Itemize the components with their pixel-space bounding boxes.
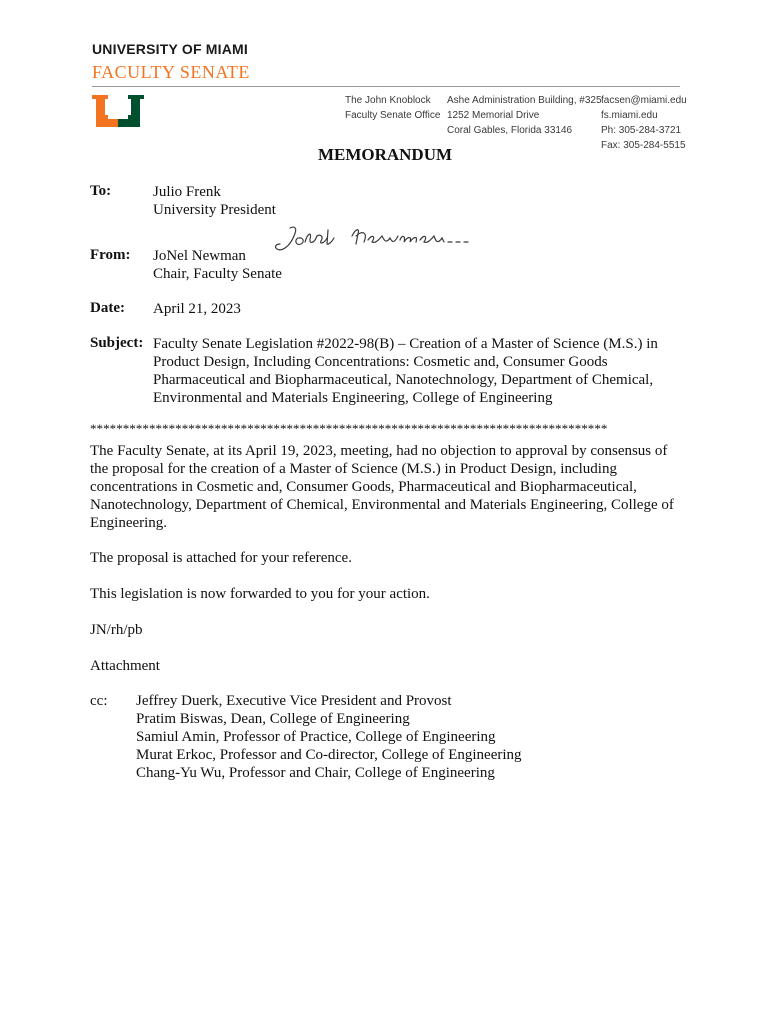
asterisk-separator: ******************************************************************************* — [90, 421, 608, 436]
cc-recipient: Murat Erkoc, Professor and Co-director, College of Engineering — [136, 747, 522, 763]
address-column-contact — [601, 93, 687, 153]
memo-title: MEMORANDUM — [317, 145, 453, 164]
body-line: concentrations in Cosmetic and, Consumer Goods, Pharmaceutical and Biopharmaceutical, — [90, 479, 637, 495]
forward-note: This legislation is now forwarded to you for your action. — [90, 586, 430, 602]
address-line: 1252 Memorial Drive — [447, 110, 540, 121]
from-label: From: — [90, 247, 131, 263]
email-link[interactable]: facsen@miami.edu — [601, 95, 687, 106]
cc-recipient: Chang-Yu Wu, Professor and Chair, College of Engineering — [136, 765, 495, 781]
website-link[interactable]: fs.miami.edu — [601, 110, 658, 121]
to-label: To: — [90, 183, 112, 199]
body-line: the proposal for the creation of a Master of Science (M.S.) in Product Design, including — [90, 461, 617, 477]
attachment-note: Attachment — [90, 658, 160, 674]
cc-recipient: Samiul Amin, Professor of Practice, College of Engineering — [136, 729, 496, 745]
university-name: UNIVERSITY OF MIAMI — [92, 41, 248, 57]
subject-block — [153, 335, 683, 407]
cc-list — [136, 692, 522, 782]
address-column-office — [345, 93, 440, 123]
address-column-street — [447, 93, 602, 138]
to-line: Julio Frenk — [153, 184, 221, 200]
header-rule — [92, 86, 680, 87]
subject-line: Product Design, Including Concentrations: Cosmetic and, Consumer Goods — [153, 354, 608, 370]
cc-recipient: Pratim Biswas, Dean, College of Engineering — [136, 711, 410, 727]
to-block — [153, 183, 276, 219]
to-line: University President — [153, 202, 276, 218]
from-line: JoNel Newman — [153, 248, 246, 264]
subject-line: Pharmaceutical and Biopharmaceutical, Nanotechnology, Department of Chemical, — [153, 372, 654, 388]
body-line: Nanotechnology, Department of Chemical, Environmental and Materials Engineering, College of — [90, 497, 674, 513]
body-line: Engineering. — [90, 515, 168, 531]
phone-number: Ph: 305-284-3721 — [601, 125, 682, 136]
subject-label: Subject: — [90, 335, 144, 351]
attached-note: The proposal is attached for your reference. — [90, 550, 352, 566]
address-line: Ashe Administration Building, #325 — [447, 95, 602, 106]
cc-recipient: Jeffrey Duerk, Executive Vice President and Provost — [136, 693, 452, 709]
address-line: Faculty Senate Office — [345, 110, 441, 121]
fax-number: Fax: 305-284-5515 — [601, 140, 686, 151]
address-line: Coral Gables, Florida 33146 — [447, 125, 573, 136]
body-line: The Faculty Senate, at its April 19, 2023, meeting, had no objection to approval by consensus of — [90, 443, 668, 459]
body-paragraph — [90, 442, 690, 532]
subject-line: Faculty Senate Legislation #2022-98(B) – Creation of a Master of Science (M.S.) in — [153, 336, 658, 352]
from-line: Chair, Faculty Senate — [153, 266, 282, 282]
handwritten-signature — [272, 222, 482, 262]
date-label: Date: — [90, 300, 125, 316]
cc-label: cc: — [90, 693, 108, 709]
memo-date: April 21, 2023 — [153, 301, 241, 317]
from-block — [153, 247, 282, 283]
university-u-logo — [92, 95, 144, 127]
subject-line: Environmental and Materials Engineering, College of Engineering — [153, 390, 553, 406]
address-line: The John Knoblock — [345, 95, 431, 106]
office-name: FACULTY SENATE — [92, 62, 250, 82]
initials: JN/rh/pb — [90, 622, 143, 638]
